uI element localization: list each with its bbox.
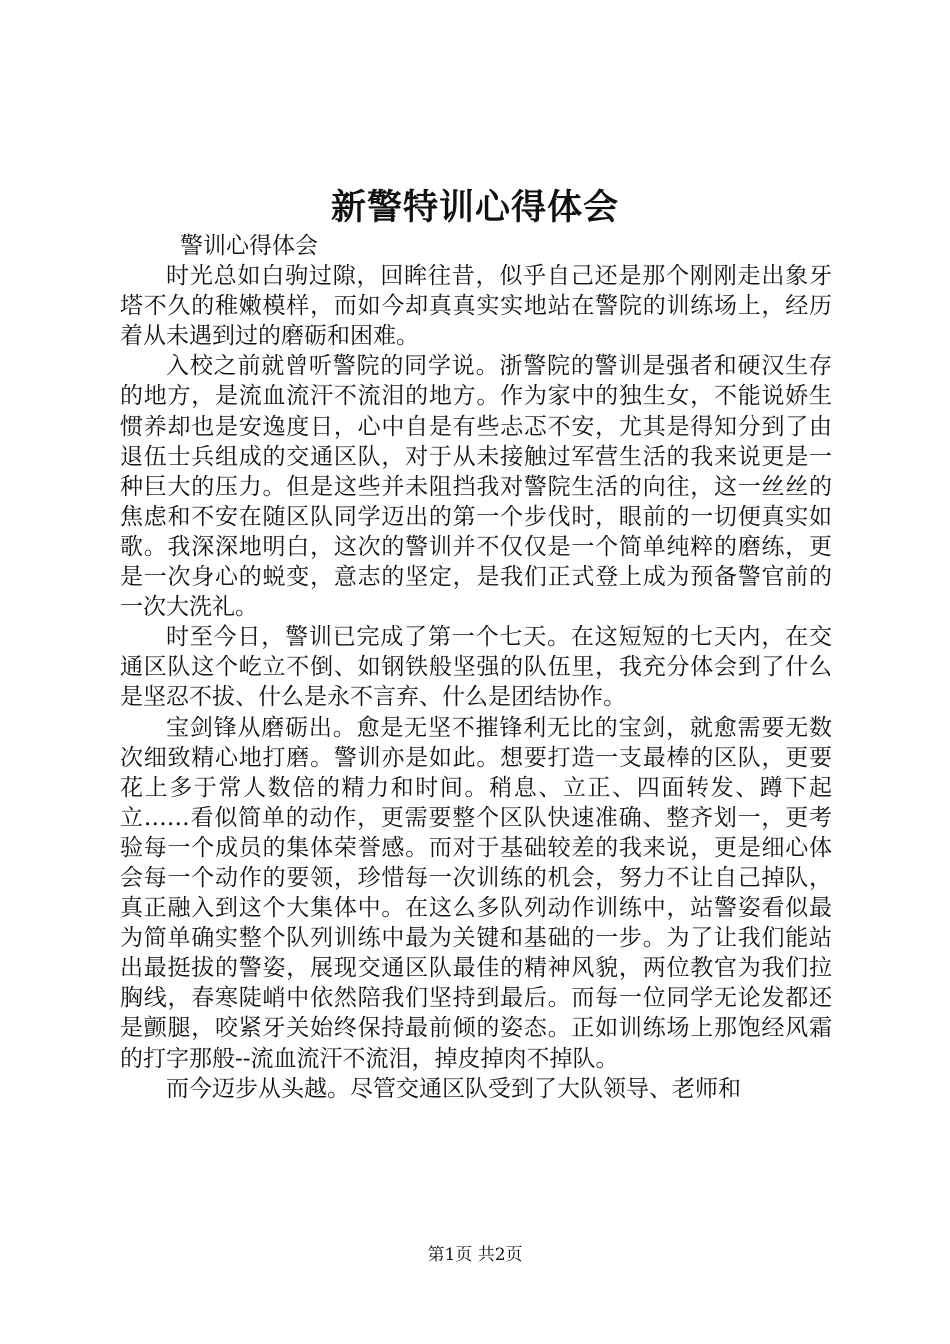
paragraph-1: 时光总如白驹过隙，回眸往昔，似乎自己还是那个刚刚走出象牙塔不久的稚嫩模样，而如今却真真实实地站在警院的训练场上，经历着从未遇到过的磨砺和困难。	[120, 263, 832, 350]
paragraph-5: 而今迈步从头越。尽管交通区队受到了大队领导、老师和	[166, 1075, 741, 1102]
document-subtitle: 警训心得体会	[180, 233, 318, 259]
paragraph-2: 入校之前就曾听警院的同学说。浙警院的警训是强者和硬汉生存的地方，是流血流汗不流泪的地方。作为家中的独生女，不能说娇生惯养却也是安逸度日，心中自是有些忐忑不安，尤其是得知分到了由退伍士兵组成的交通区队，对于从未接触过军营生活的我来说更是一种巨大的压力。但是这些并未阻挡我对警院生活的向往，这一丝丝的焦虑和不安在随区队同学迈出的第一个步伐时，眼前的一切便真实如歌。我深深地明白，这次的警训并不仅仅是一个简单纯粹的磨练，更是一次身心的蜕变，意志的坚定，是我们正式登上成为预备警官前的一次大洗礼。	[120, 353, 832, 621]
document-title: 新警特训心得体会	[330, 187, 619, 228]
page-number-footer: 第1页 共2页	[427, 1245, 523, 1265]
paragraph-4: 宝剑锋从磨砺出。愈是无坚不摧锋利无比的宝剑，就愈需要无数次细致精心地打磨。警训亦是如此。想要打造一支最棒的区队，更要花上多于常人数倍的精力和时间。稍息、立正、四面转发、蹲下起立……看似简单的动作，更需要整个区队快速准确、整齐划一，更考验每一个成员的集体荣誉感。而对于基础较差的我来说，更是细心体会每一个动作的要领，珍惜每一次训练的机会，努力不让自己掉队，真正融入到这个大集体中。在这么多队列动作训练中，站警姿看似最为简单确实整个队列训练中最为关键和基础的一步。为了让我们能站出最挺拔的警姿，展现交通区队最佳的精神风貌，两位教官为我们拉胸线，春寒陡峭中依然陪我们坚持到最后。而每一位同学无论发都还是颤腿，咬紧牙关始终保持最前倾的姿态。正如训练场上那饱经风霜的打字那般--流血流汗不流泪，掉皮掉肉不掉队。	[120, 714, 832, 1072]
paragraph-3: 时至今日，警训已完成了第一个七天。在这短短的七天内，在交通区队这个屹立不倒、如钢铁般坚强的队伍里，我充分体会到了什么是坚忍不拔、什么是永不言弃、什么是团结协作。	[120, 624, 832, 711]
document-body	[120, 231, 832, 1104]
